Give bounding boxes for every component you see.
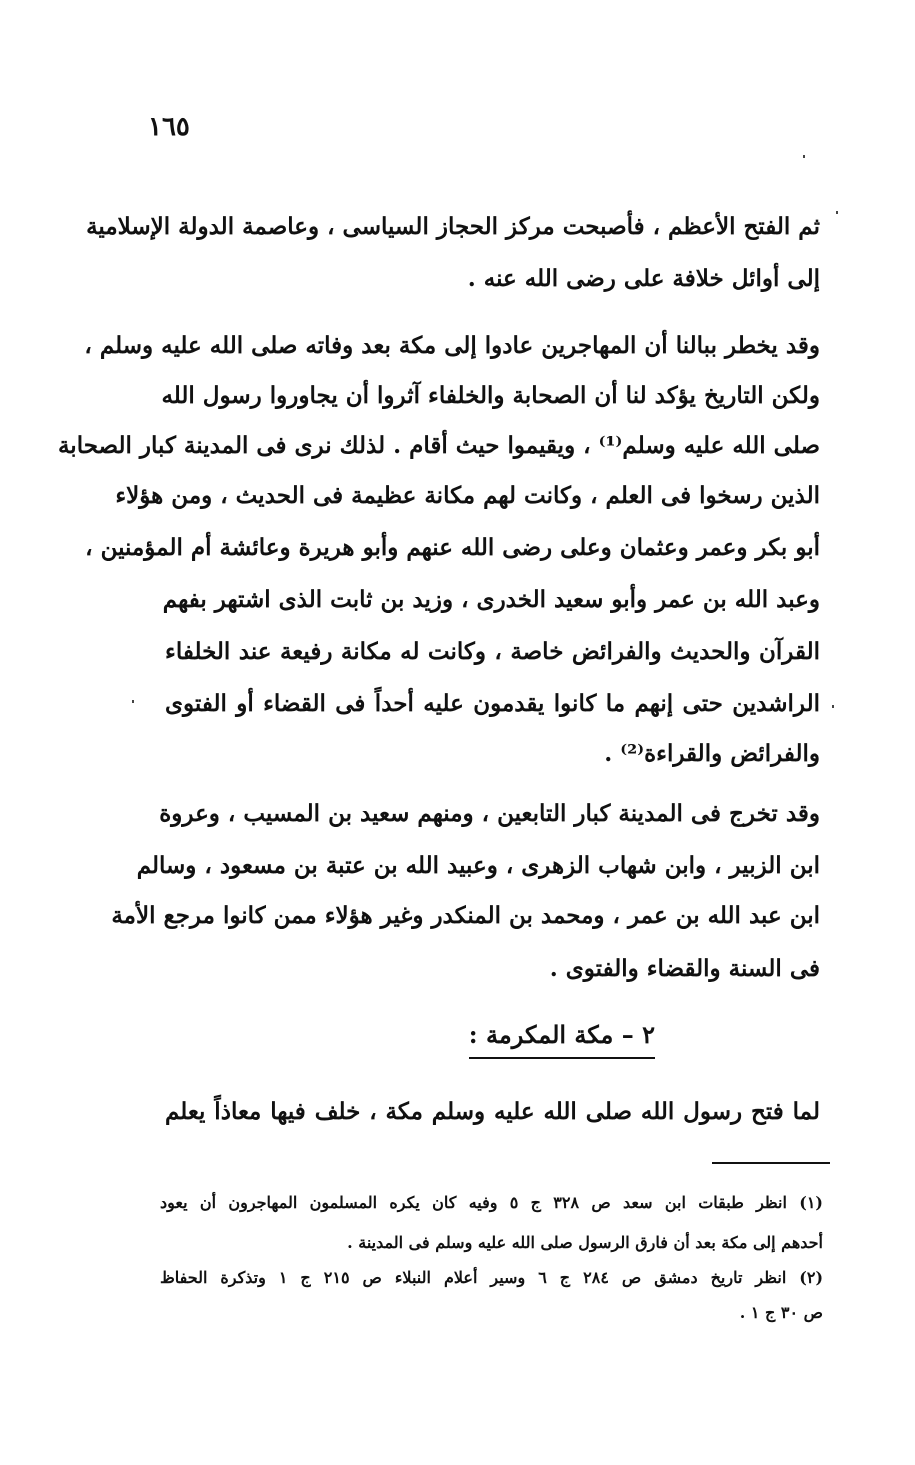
- text-line: والفرائض والقراءة⁽²⁾ .: [604, 740, 820, 767]
- text-line: وقد يخطر ببالنا أن المهاجرين عادوا إلى مكة بعد وفاته صلى الله عليه وسلم ،: [84, 332, 820, 359]
- scan-speck: [803, 155, 805, 158]
- footnote-line: (٢) انظر تاريخ دمشق ص ٢٨٤ ج ٦ وسير أعلام النبلاء ص ٢١٥ ج ١ وتذكرة الحفاظ: [160, 1268, 824, 1287]
- text-line: ابن الزبير ، وابن شهاب الزهرى ، وعبيد الله بن عتبة بن مسعود ، وسالم: [136, 852, 820, 879]
- page-number: ١٦٥: [148, 112, 190, 142]
- text-line: لما فتح رسول الله صلى الله عليه وسلم مكة ، خلف فيها معاذاً يعلم: [165, 1098, 820, 1125]
- text-line: ولكن التاريخ يؤكد لنا أن الصحابة والخلفاء آثروا أن يجاوروا رسول الله: [161, 382, 820, 409]
- scan-speck: [832, 705, 834, 708]
- footnote-line: أحدهم إلى مكة بعد أن فارق الرسول صلى الله عليه وسلم فى المدينة .: [347, 1233, 823, 1252]
- text-line: ثم الفتح الأعظم ، فأصبحت مركز الحجاز السياسى ، وعاصمة الدولة الإسلامية: [86, 213, 820, 240]
- text-line: صلى الله عليه وسلم⁽¹⁾ ، ويقيموا حيث أقام . لذلك نرى فى المدينة كبار الصحابة: [57, 432, 820, 459]
- text-line: الراشدين حتى إنهم ما كانوا يقدمون عليه أحداً فى القضاء أو الفتوى: [165, 690, 820, 717]
- section-heading: ٢ – مكة المكرمة :: [469, 1020, 655, 1059]
- text-line: فى السنة والقضاء والفتوى .: [549, 955, 820, 982]
- scan-speck: [132, 700, 134, 703]
- text-line: ابن عبد الله بن عمر ، ومحمد بن المنكدر وغير هؤلاء ممن كانوا مرجع الأمة: [111, 902, 820, 929]
- footnote-divider: [712, 1162, 830, 1164]
- text-line: القرآن والحديث والفرائض خاصة ، وكانت له مكانة رفيعة عند الخلفاء: [165, 638, 820, 665]
- text-line: إلى أوائل خلافة على رضى الله عنه .: [467, 265, 820, 292]
- footnote-line: (١) انظر طبقات ابن سعد ص ٣٢٨ ج ٥ وفيه كان يكره المسلمون المهاجرون أن يعود: [160, 1193, 823, 1212]
- text-line: أبو بكر وعمر وعثمان وعلى رضى الله عنهم وأبو هريرة وعائشة أم المؤمنين ،: [85, 534, 820, 561]
- text-line: وقد تخرج فى المدينة كبار التابعين ، ومنهم سعيد بن المسيب ، وعروة: [159, 800, 820, 827]
- text-line: وعبد الله بن عمر وأبو سعيد الخدرى ، وزيد بن ثابت الذى اشتهر بفهم: [162, 586, 820, 613]
- scan-speck: [836, 211, 838, 214]
- text-line: الذين رسخوا فى العلم ، وكانت لهم مكانة عظيمة فى الحديث ، ومن هؤلاء: [115, 482, 820, 509]
- footnote-line: ص ٣٠ ج ١ .: [739, 1303, 823, 1322]
